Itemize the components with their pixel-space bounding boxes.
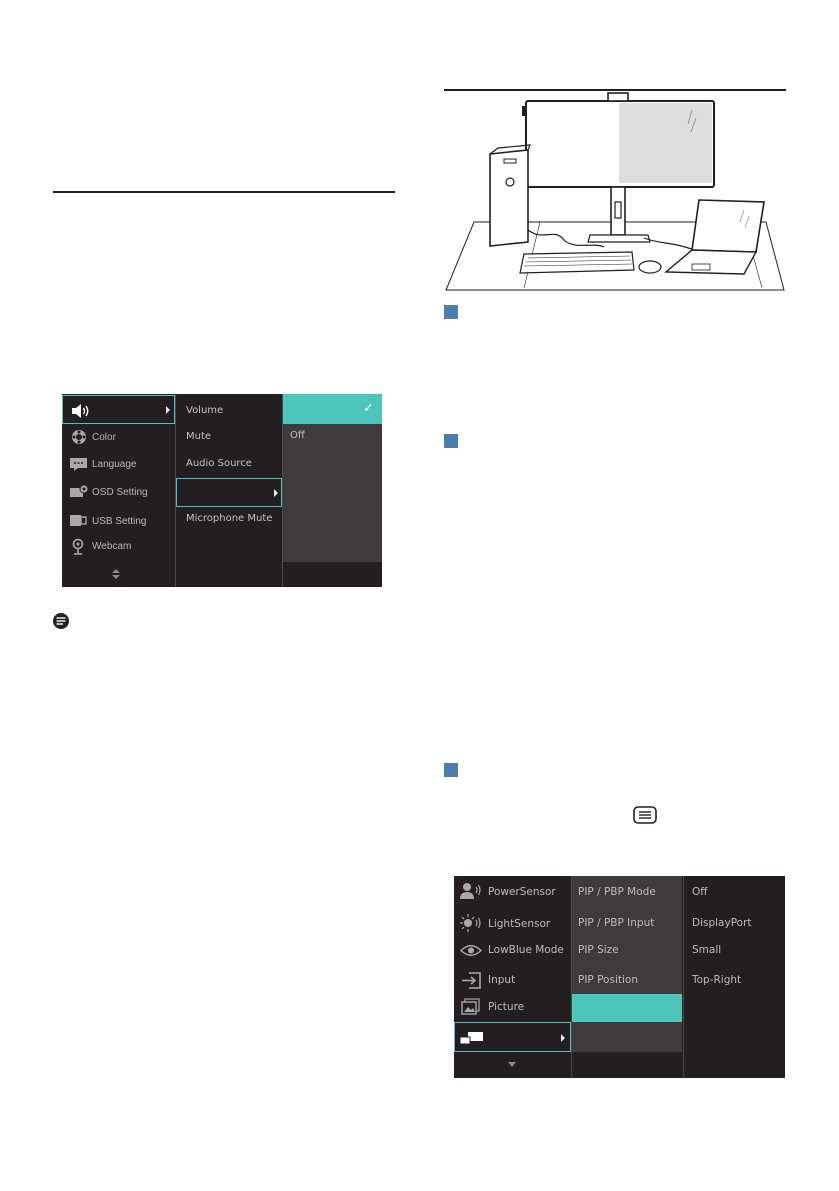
submenu-pip-pbp-input[interactable]: PIP / PBP Input	[578, 917, 655, 929]
option-list	[283, 424, 382, 562]
option-off[interactable]: Off	[290, 430, 305, 441]
menu-item-webcam-label: Webcam	[92, 541, 132, 552]
submenu-volume[interactable]: Volume	[186, 405, 224, 416]
webcam-icon	[72, 538, 84, 555]
osd-options	[283, 394, 382, 587]
note-icon	[52, 612, 70, 630]
menu-item-usb-setting[interactable]	[62, 506, 175, 533]
submenu-mute[interactable]: Mute	[186, 431, 212, 442]
submenu-selected-item[interactable]	[176, 478, 282, 507]
checkmark-icon: ✓	[363, 401, 374, 416]
menu-item-lightsensor[interactable]	[454, 908, 571, 938]
submenu-pip-size[interactable]: PIP Size	[578, 944, 619, 956]
color-icon	[71, 429, 87, 445]
usb-setting-icon	[69, 514, 87, 527]
menu-item-input-label: Input	[488, 974, 516, 986]
language-icon	[69, 457, 88, 472]
speaker-icon	[71, 403, 91, 419]
menu-item-osd-setting[interactable]	[62, 477, 175, 506]
option-on[interactable]	[283, 394, 382, 424]
lightsensor-icon	[460, 914, 482, 932]
picture-icon	[461, 998, 480, 1015]
menu-item-color[interactable]	[62, 424, 175, 450]
menu-item-powersensor-label: PowerSensor	[488, 886, 556, 898]
menu-item-lowblue-label: LowBlue Mode	[488, 944, 564, 956]
value-displayport[interactable]: DisplayPort	[692, 917, 752, 929]
menu-item-picture[interactable]	[454, 992, 571, 1020]
menu-item-language[interactable]	[62, 450, 175, 477]
bullet-1	[444, 305, 458, 319]
pip-submenu-bg-lower	[572, 1022, 682, 1052]
menu-item-osd-setting-label: OSD Setting	[92, 487, 148, 498]
value-top-right[interactable]: Top-Right	[692, 974, 742, 986]
osd-main-menu	[62, 394, 176, 587]
pip-osd-panel	[454, 876, 785, 1078]
submenu-audio-source[interactable]: Audio Source	[186, 458, 252, 469]
menu-item-color-label: Color	[92, 432, 116, 443]
audio-osd-panel	[62, 394, 382, 587]
submenu-pip-pbp-mode[interactable]: PIP / PBP Mode	[578, 886, 656, 898]
submenu-pip-position[interactable]: PIP Position	[578, 974, 638, 986]
value-off[interactable]: Off	[692, 886, 708, 898]
scroll-updown-icon[interactable]	[112, 569, 120, 579]
osd-submenu	[175, 394, 283, 587]
submenu-selected-item[interactable]	[572, 994, 682, 1022]
menu-item-audio[interactable]	[62, 395, 175, 424]
powersensor-icon	[460, 882, 482, 900]
menu-item-lowblue-mode[interactable]	[454, 936, 571, 964]
menu-item-lightsensor-label: LightSensor	[488, 918, 551, 930]
chevron-right-icon	[166, 406, 170, 414]
menu-item-usb-setting-label: USB Setting	[92, 516, 147, 527]
section-rule-right	[444, 89, 786, 91]
chevron-right-icon	[561, 1034, 565, 1042]
menu-item-pip-pbp[interactable]	[454, 1022, 571, 1052]
section-rule-left	[53, 191, 395, 193]
chevron-right-icon	[274, 489, 278, 497]
pip-pbp-icon	[460, 1032, 484, 1044]
menu-item-input[interactable]	[454, 966, 571, 994]
submenu-microphone-mute[interactable]: Microphone Mute	[186, 513, 273, 524]
osd-setting-icon	[69, 484, 89, 499]
workstation-illustration	[444, 92, 786, 292]
eye-icon	[460, 944, 482, 957]
menu-item-powersensor[interactable]	[454, 876, 571, 906]
menu-item-picture-label: Picture	[488, 1001, 525, 1013]
menu-item-webcam[interactable]	[62, 533, 175, 560]
pip-values	[683, 876, 786, 1078]
value-small[interactable]: Small	[692, 944, 722, 956]
bullet-2	[444, 434, 458, 448]
chevron-down-icon[interactable]	[508, 1062, 516, 1067]
menu-item-language-label: Language	[92, 459, 137, 470]
bullet-3	[444, 763, 458, 777]
input-icon	[461, 972, 481, 989]
pip-main-menu	[454, 876, 572, 1078]
menu-button-icon	[633, 806, 657, 824]
pip-submenu	[572, 876, 682, 1078]
